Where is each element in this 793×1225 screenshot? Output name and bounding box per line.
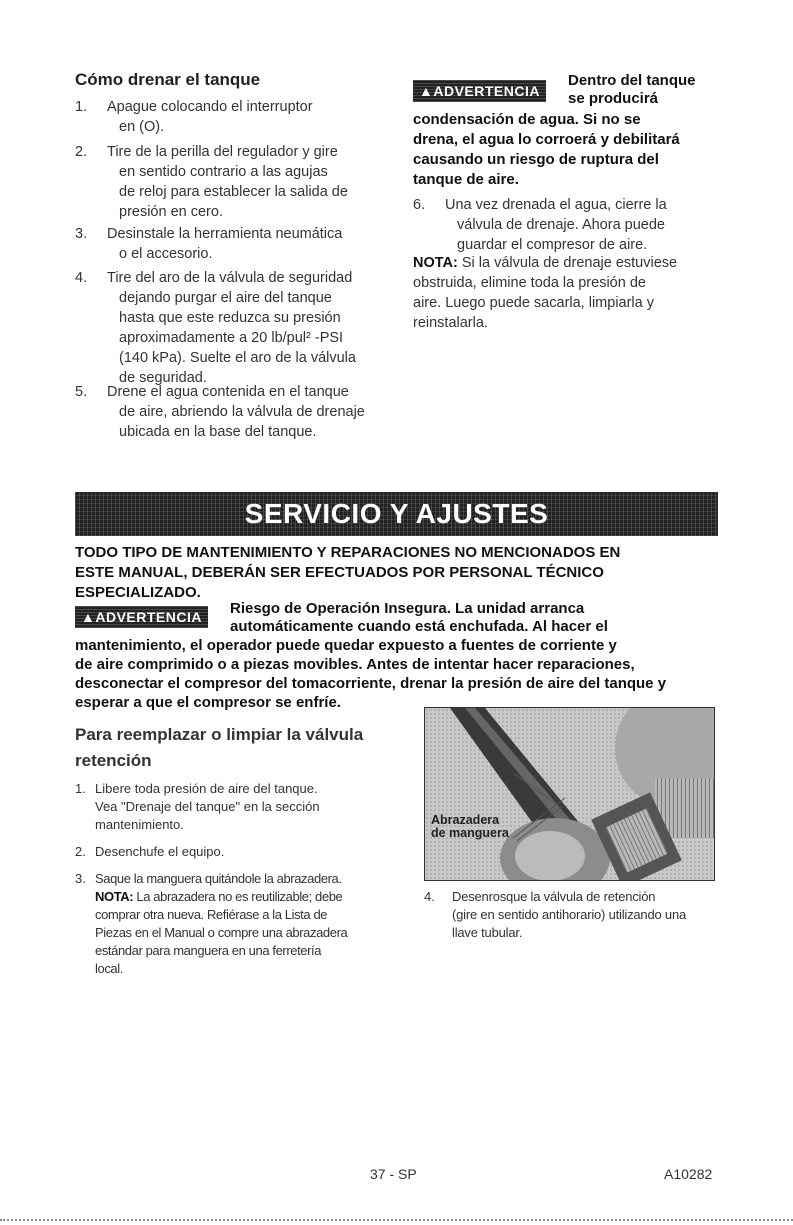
step-line: de reloj para establecer la salida de — [119, 184, 348, 200]
step-line: guardar el compresor de aire. — [457, 237, 648, 253]
warning-line: mantenimiento, el operador puede quedar expuesto a fuentes de corriente y — [75, 637, 617, 654]
callout-line: Abrazadera — [431, 813, 500, 827]
callout-line: de manguera — [431, 826, 509, 840]
step-line: mantenimiento. — [95, 817, 184, 832]
step-number: 5. — [75, 384, 88, 400]
heading-line: retención — [75, 751, 152, 770]
warning-line: se producirá — [568, 90, 659, 107]
list-item — [75, 843, 405, 863]
warning-line: drena, el agua lo corroerá y debilitará — [413, 131, 680, 148]
step-line: Drene el agua contenida en el tanque — [107, 384, 349, 400]
list-item — [75, 142, 395, 222]
step-line: Desenrosque la válvula de retención — [452, 889, 656, 904]
step-line: válvula de drenaje. Ahora puede — [457, 217, 665, 233]
note-block — [413, 253, 723, 333]
warning-block-2 — [75, 600, 775, 712]
note-line: local. — [95, 961, 123, 976]
step-line: o el accesorio. — [119, 246, 213, 262]
step-number: 1. — [75, 781, 86, 796]
list-item — [413, 195, 723, 255]
step-line: de aire, abriendo la válvula de drenaje — [119, 404, 365, 420]
list-item — [75, 224, 395, 264]
note-block-2 — [95, 888, 405, 978]
note-line: estándar para manguera en una ferretería — [95, 943, 322, 958]
note-line: obstruida, elimine toda la presión de — [413, 275, 646, 291]
step-line: Una vez drenada el agua, cierre la — [445, 197, 667, 213]
check-valve-illustration — [425, 708, 714, 880]
step-line: llave tubular. — [452, 925, 523, 940]
warning-badge: ▲ADVERTENCIA — [75, 606, 208, 628]
step-number: 3. — [75, 226, 88, 242]
warning-line: Riesgo de Operación Insegura. La unidad arranca — [230, 600, 585, 617]
step-line: de seguridad. — [119, 370, 207, 386]
step-line: (gire en sentido antihorario) utilizando una — [452, 907, 687, 922]
note-label: NOTA: — [413, 255, 458, 271]
section-heading-replace-valve — [75, 722, 363, 774]
service-intro — [75, 543, 725, 603]
step-number: 4. — [75, 270, 88, 286]
warning-line: condensación de agua. Si no se — [413, 111, 641, 128]
page-number: 37 - SP — [370, 1166, 417, 1182]
heading-line: Para reemplazar o limpiar la válvula — [75, 725, 364, 744]
warning-line: desconectar el compresor del tomacorriente, drenar la presión de aire del tanque y — [75, 675, 667, 692]
intro-line: ESPECIALIZADO. — [75, 584, 201, 601]
step-line: en (O). — [119, 119, 165, 135]
note-line: Si la válvula de drenaje estuviese — [461, 255, 678, 271]
list-item — [75, 268, 395, 388]
intro-line: ESTE MANUAL, DEBERÁN SER EFECTUADOS POR PERSONAL TÉCNICO — [75, 564, 604, 581]
step-number: 2. — [75, 144, 88, 160]
step-line: Desinstale la herramienta neumática — [107, 226, 343, 242]
note-line: La abrazadera no es reutilizable; debe — [136, 889, 343, 904]
list-item — [75, 97, 395, 137]
step-line: Tire del aro de la válvula de seguridad — [107, 270, 353, 286]
check-valve-photo — [424, 707, 715, 881]
section-banner: SERVICIO Y AJUSTES — [75, 492, 718, 536]
note-line: reinstalarla. — [413, 315, 488, 331]
warning-block — [413, 72, 723, 190]
warning-line: tanque de aire. — [413, 171, 519, 188]
step-line: Desenchufe el equipo. — [95, 844, 225, 859]
bottom-divider — [0, 1219, 793, 1221]
note-label: NOTA: — [95, 889, 134, 904]
list-item — [75, 870, 405, 890]
warning-badge: ▲ADVERTENCIA — [413, 80, 546, 102]
note-line: aire. Luego puede sacarla, limpiarla y — [413, 295, 654, 311]
step-line: hasta que este reduzca su presión — [119, 310, 341, 326]
step-number: 3. — [75, 871, 86, 886]
step-number: 2. — [75, 844, 86, 859]
step-line: Saque la manguera quitándole la abrazadera. — [95, 871, 342, 886]
warning-line: automáticamente cuando está enchufada. Al hacer el — [230, 618, 608, 635]
step-number: 1. — [75, 99, 88, 115]
note-line: comprar otra nueva. Refiérase a la Lista de — [95, 907, 328, 922]
warning-line: Dentro del tanque — [568, 72, 696, 89]
callout-clamp — [431, 814, 509, 840]
note-line: Piezas en el Manual o compre una abrazadera — [95, 925, 348, 940]
step-line: Apague colocando el interruptor — [107, 99, 313, 115]
warning-line: de aire comprimido o a piezas movibles. Antes de intentar hacer reparaciones, — [75, 656, 635, 673]
step-line: en sentido contrario a las agujas — [119, 164, 328, 180]
step-line: Libere toda presión de aire del tanque. — [95, 781, 318, 796]
section-heading-drain-tank: Cómo drenar el tanque — [75, 70, 261, 89]
step-number: 4. — [424, 889, 435, 904]
step-line: ubicada en la base del tanque. — [119, 424, 317, 440]
document-code: A10282 — [664, 1166, 713, 1182]
intro-line: TODO TIPO DE MANTENIMIENTO Y REPARACIONES NO MENCIONADOS EN — [75, 544, 621, 561]
step-line: Vea "Drenaje del tanque" en la sección — [95, 799, 320, 814]
step-line: aproximadamente a 20 lb/pul² -PSI — [119, 330, 344, 346]
step-line: Tire de la perilla del regulador y gire — [107, 144, 338, 160]
list-item — [75, 382, 395, 442]
step-line: (140 kPa). Suelte el aro de la válvula — [119, 350, 356, 366]
step-number: 6. — [413, 197, 426, 213]
warning-line: esperar a que el compresor se enfríe. — [75, 694, 341, 711]
step-line: dejando purgar el aire del tanque — [119, 290, 332, 306]
list-item — [424, 888, 724, 948]
warning-line: causando un riesgo de ruptura del — [413, 151, 659, 168]
list-item — [75, 780, 405, 840]
step-line: presión en cero. — [119, 204, 223, 220]
